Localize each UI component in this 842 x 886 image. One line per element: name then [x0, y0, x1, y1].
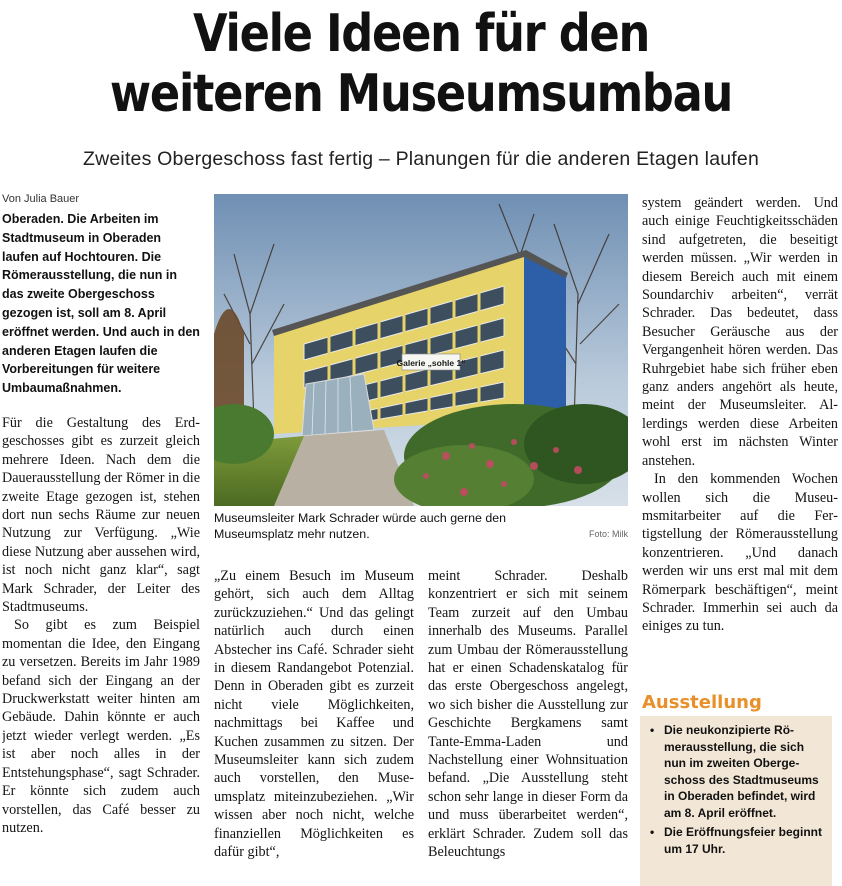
photo-caption: Museumsleiter Mark Schrader würde auch gerne den Museumsplatz mehr nutzen.: [214, 511, 507, 541]
info-box-item: • Die Eröffnungsfeier beginnt um 17 Uhr.: [648, 824, 826, 857]
building-photo: [214, 194, 628, 506]
body-paragraph: Für die Gestaltung des Erdgeschosses gibt es zurzeit gleich mehrere Ideen. Nach dem die Dauerausstellung der Römer in die zweite Etage gezogen ist, stehen dort nun sechs Räume zur neuen Nutzung zur Verfügung. „Wie diese Nutzung aber aussehen wird, ist noch nicht ganz klar“, sagt Mark Schrader, der Leiter des Stadtmuseums.: [2, 414, 200, 616]
column-1: [2, 192, 200, 882]
column-2: [214, 567, 414, 882]
column-1-body: [2, 414, 200, 837]
body-paragraph: meint Schrader. Deshalb konzentriert er sich mit seinem Team zurzeit auf den Umbau innerhalb des Museums. Parallel zum Umbau der Römerausstellung hat er einen Schadenskatalog für das erste Obergeschoss angelegt, wo sich bisher die Ausstellung zur Geschichte Bergkamens samt Tante-Emma-Laden und Nachstellung einer Wohnsituation befand. „Die Ausstellung steht schon sehr lange in dieser Form da und muss überarbeitet werden“, erklärt Schrader. Zudem soll das Beleuchtungs: [428, 568, 628, 861]
body-paragraph: In den kommenden Wochen wollen sich die Museumsmitarbeiter auf die Fertigstellung der Römerausstellung konzentrieren. „Und danach werden wir uns erst mal mit dem Römerpark beschäftigen“, meint Schrader. Immerhin sei auch da einiges zu tun.: [642, 471, 838, 635]
headline-line-2: weiteren Museumsumbau: [109, 64, 733, 124]
info-box-title: Ausstellung: [640, 690, 832, 716]
gallery-sign-text: Galerie „sohle 1“: [396, 358, 466, 368]
info-box-body: [640, 716, 832, 886]
info-box-item: • Die neukonzipierte Römerausstellung, die sich nun im zweiten Obergeschoss des Stadtmuseums in Oberaden befindet, wird am 8. April eröffnet.: [648, 722, 826, 821]
body-paragraph: „Zu einem Besuch im Museum gehört, sich auch dem Alltag zurückzuziehen.“ Und das gelingt natürlich auch durch einen Abstecher ins Café. Schrader sieht in diesem Randangebot Potenzial. Denn in Oberaden gibt es zurzeit nicht viele Möglichkeiten, nachmittags bei Kaffee und Kuchen zusammen zu sitzen. Der Museumsleiter kann sich zudem auch vorstellen, den Museumsplatz miteinzubeziehen. „Wir wissen aber noch nicht, welche finanziellen Möglichkeiten es dafür gibt“,: [214, 568, 414, 861]
info-box-list: [648, 722, 826, 857]
lead-paragraph: Oberaden. Die Arbeiten im Stadtmuseum in Oberaden laufen auf Hochtouren. Die Römerausstellung, die nun in das zweite Obergeschoss gezogen ist, soll am 8. April eröffnet werden. Und auch in den anderen Etagen laufen die Vorbereitungen für weitere Umbaumaßnahmen.: [2, 212, 200, 396]
column-3: [428, 567, 628, 882]
column-4: [642, 194, 838, 674]
headline: [59, 4, 783, 124]
byline: Von Julia Bauer: [2, 193, 80, 205]
body-paragraph: So gibt es zum Beispiel momentan die Idee, den Eingang zu versetzen. Bereits im Jahr 1989 befand sich der Eingang an der Druckwerkstatt weiter hinten am Gebäude. Dahin könnte er auch jetzt wieder verlegt werden. „Es ist aber noch alles in der Entstehungsphase“, sagt Schrader. Er könnte sich zudem auch vorstellen, das Café besser zu nutzen.: [2, 617, 200, 836]
headline-line-1: Viele Ideen für den: [192, 4, 650, 64]
info-box: [640, 690, 832, 882]
subheadline: Zweites Obergeschoss fast fertig – Planungen für die anderen Etagen laufen: [82, 148, 760, 170]
photo-caption-block: [214, 510, 628, 542]
photo-credit: Foto: Milk: [588, 529, 628, 539]
body-paragraph: system geändert werden. Und auch einige Feuchtigkeitsschäden sind aufgetreten, die beseitigt werden müssen. „Wir werden in diesem Bereich auch mit einem Soundarchiv arbeiten“, verrät Schrader. Das bedeutet, dass Besucher Geräusche aus der Vergangenheit hören werden. Das Ruhrgebiet habe sich früher eben ganz anders angehört als heute, meint der Museumsleiter. Allerdings werden diese Arbeiten wohl erst im nächsten Winter anstehen.: [642, 195, 838, 469]
